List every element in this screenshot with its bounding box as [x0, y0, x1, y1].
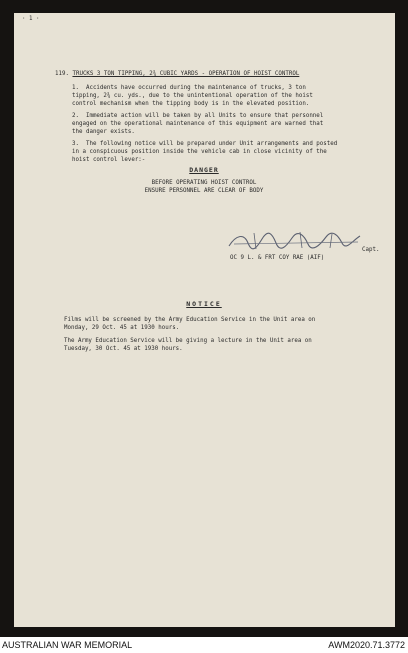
heading-number: 119. [55, 71, 69, 77]
signature-unit: OC 9 L. & FRT COY RAE (AIF) [230, 255, 325, 261]
footer-accession-number: AWM2020.71.3772 [328, 640, 405, 650]
danger-title: DANGER [189, 166, 219, 174]
corner-mark: · 1 · [22, 16, 40, 22]
paragraph-3: 3. The following notice will be prepared under Unit arrangements and posted in a conspicuous position inside the vehicle cab in close vicinity of the hoist control lever:- [72, 141, 338, 163]
handwritten-signature [226, 229, 366, 253]
section-heading [55, 70, 299, 78]
heading-title: TRUCKS 3 TON TIPPING, 2¾ CUBIC YARDS - OPERATION OF HOIST CONTROL [72, 71, 300, 77]
notice-title: NOTICE [186, 300, 222, 308]
notice-item-2: The Army Education Service will be giving a lecture in the Unit area on Tuesday, 30 Oct. 45 at 1930 hours. [64, 338, 312, 352]
footer-institution: AUSTRALIAN WAR MEMORIAL [2, 640, 133, 650]
paragraph-1: 1. Accidents have occurred during the maintenance of trucks, 3 ton tipping, 2¾ cu. yds., due to the unintentional operation of the hoist control mechanism when the tipping body is in the elevated position. [72, 85, 313, 107]
signature-rank: Capt. [362, 247, 380, 253]
danger-text: BEFORE OPERATING HOIST CONTROL ENSURE PERSONNEL ARE CLEAR OF BODY [144, 180, 264, 194]
notice-item-1: Films will be screened by the Army Education Service in the Unit area on Monday, 29 Oct. 45 at 1930 hours. [64, 317, 316, 331]
paragraph-2: 2. Immediate action will be taken by all Units to ensure that personnel engaged on the operational maintenance of this equipment are warned that the danger exists. [72, 113, 324, 135]
